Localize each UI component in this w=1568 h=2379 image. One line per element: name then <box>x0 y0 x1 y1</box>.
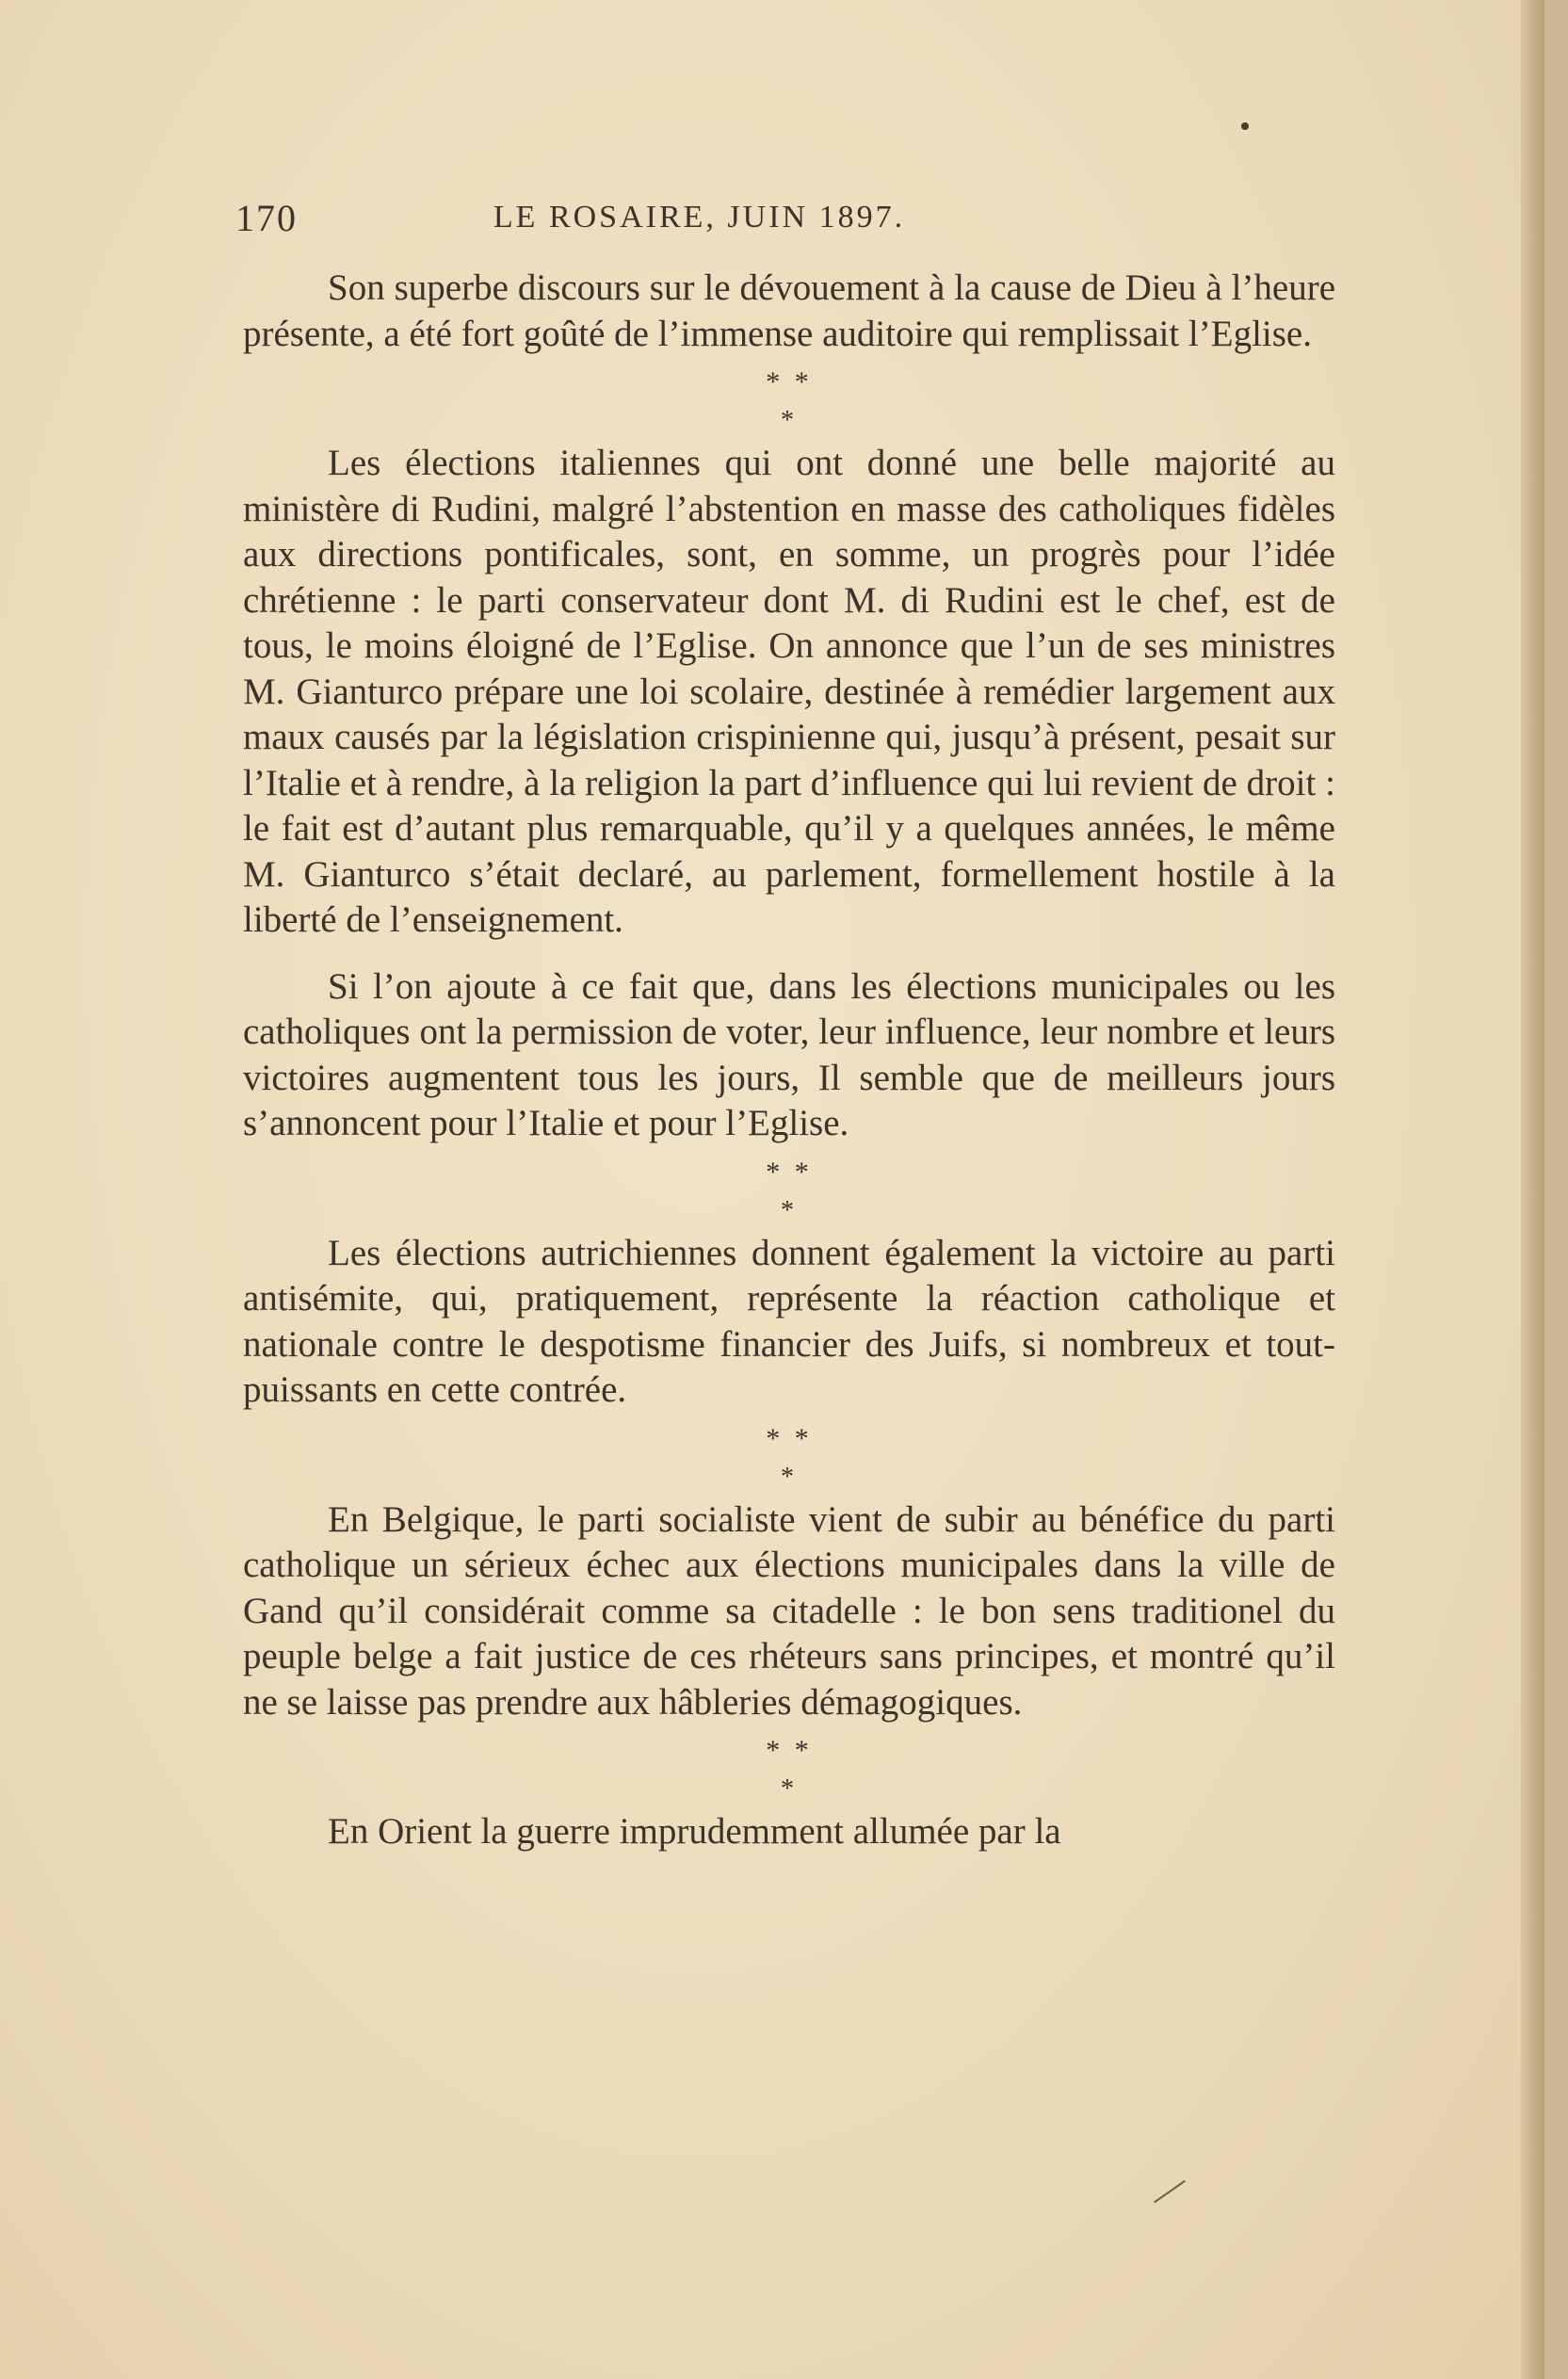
page-edge <box>1521 0 1544 2379</box>
ink-spot <box>1241 122 1249 130</box>
paragraph-6: En Orient la guerre imprudemment allumée par la <box>328 1811 1061 1852</box>
paragraph-4: Les élections autrichiennes donnent également la victoire au parti antisémite, qui, pratiquement, représente la réaction catholique et nationale contre le despotisme financier des Juifs, si nombreux et tout-puissants en cette contrée. <box>243 1232 1335 1410</box>
paragraph-5: En Belgique, le parti socialiste vient de subir au bénéfice du parti catholique un sérieux échec aux élections municipales dans la ville de Gand qu’il considérait comme sa citadelle : le bon sens traditionel du peuple belge a fait justice de ces rhéteurs sans principes, et montré qu’il ne se laisse pas prendre aux hâbleries démagogiques. <box>243 1498 1335 1723</box>
body-text <box>243 266 1335 1855</box>
running-title: LE ROSAIRE, JUIN 1897. <box>493 200 906 235</box>
section-separator-3: * * * <box>766 1422 813 1492</box>
pencil-mark <box>1154 2180 1186 2204</box>
page-header <box>235 188 1031 245</box>
section-separator-2: * * * <box>766 1156 813 1225</box>
section-separator-1: * * * <box>766 366 813 435</box>
section-separator-4: * * * <box>766 1735 813 1804</box>
paragraph-2: Les élections italiennes qui ont donné une belle majorité au ministère di Rudini, malgré l’abstention en masse des catholiques fidèles aux directions pontificales, sont, en somme, un progrès pour l’idée chrétienne : le parti conservateur dont M. di Rudini est le chef, est de tous, le moins éloigné de l’Eglise. On annonce que l’un de ses ministres M. Gianturco prépare une loi scolaire, destinée à remédier largement aux maux causés par la législation crispinienne qui, jusqu’à présent, pesait sur l’Italie et à rendre, à la religion la part d’influence qui lui revient de droit : le fait est d’autant plus remarquable, qu’il y a quelques années, le même M. Gianturco s’était declaré, au parlement, formellement hostile à la liberté de l’enseignement. <box>243 443 1335 940</box>
paragraph-3: Si l’on ajoute à ce fait que, dans les élections municipales ou les catholiques ont la permission de voter, leur influence, leur nombre et leurs victoires augmentent tous les jours, Il semble que de meilleurs jours s’annoncent pour l’Italie et pour l’Eglise. <box>243 965 1335 1143</box>
paragraph-1: Son superbe discours sur le dévouement à la cause de Dieu à l’heure présente, a été fort goûté de l’immense auditoire qui remplissait l’Eglise. <box>243 267 1335 354</box>
page-number: 170 <box>235 197 298 239</box>
